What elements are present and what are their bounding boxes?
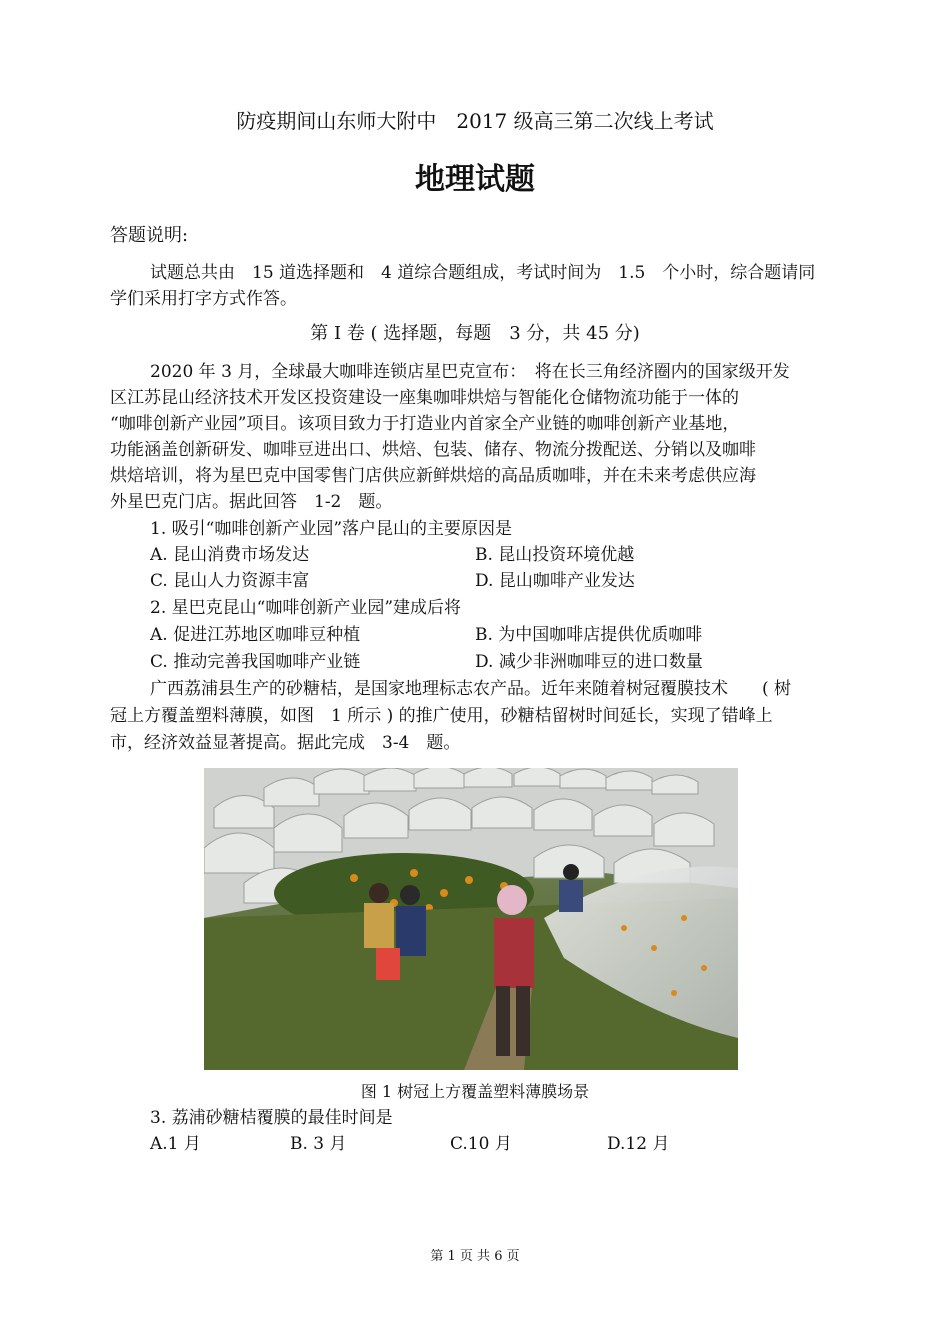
question-1-option-b[interactable]: B. 昆山投资环境优越 bbox=[475, 545, 635, 565]
question-3-stem: 3. 荔浦砂糖桔覆膜的最佳时间是 bbox=[150, 1108, 393, 1128]
instructions-line: 学们采用打字方式作答。 bbox=[110, 289, 297, 309]
question-3-option-d[interactable]: D.12 月 bbox=[607, 1134, 670, 1154]
question-2-option-b[interactable]: B. 为中国咖啡店提供优质咖啡 bbox=[475, 625, 703, 645]
passage-line: 功能涵盖创新研发、咖啡豆进出口、烘焙、包装、储存、物流分拨配送、分销以及咖啡 bbox=[110, 440, 756, 460]
orchard-photo bbox=[204, 768, 738, 1070]
page-title: 地理试题 bbox=[415, 162, 535, 197]
passage-line: 冠上方覆盖塑料薄膜，如图 1 所示 ) 的推广使用，砂糖桔留树时间延长，实现了错峰上 bbox=[110, 706, 773, 726]
passage-line: 烘焙培训，将为星巴克中国零售门店供应新鲜烘焙的高品质咖啡，并在未来考虑供应海 bbox=[110, 466, 756, 486]
question-3-option-a[interactable]: A.1 月 bbox=[150, 1134, 201, 1154]
passage-line: 外星巴克门店。据此回答 1-2 题。 bbox=[110, 492, 393, 512]
question-2-option-c[interactable]: C. 推动完善我国咖啡产业链 bbox=[150, 652, 361, 672]
question-3-option-b[interactable]: B. 3 月 bbox=[290, 1134, 347, 1154]
question-2-option-a[interactable]: A. 促进江苏地区咖啡豆种植 bbox=[150, 625, 361, 645]
section-heading: 第 I 卷 ( 选择题，每题 3 分，共 45 分) bbox=[310, 323, 640, 344]
passage-line: “咖啡创新产业园”项目。该项目致力于打造业内首家全产业链的咖啡创新产业基地， bbox=[110, 414, 740, 434]
question-1-stem: 1. 吸引“咖啡创新产业园”落户昆山的主要原因是 bbox=[150, 519, 513, 539]
passage-line: 区江苏昆山经济技术开发区投资建设一座集咖啡烘焙与智能化仓储物流功能于一体的 bbox=[110, 388, 739, 408]
question-2-stem: 2. 星巴克昆山“咖啡创新产业园”建成后将 bbox=[150, 598, 462, 618]
question-3-option-c[interactable]: C.10 月 bbox=[450, 1134, 512, 1154]
instructions-heading: 答题说明: bbox=[110, 225, 189, 246]
passage-line: 市，经济效益显著提高。据此完成 3-4 题。 bbox=[110, 733, 461, 753]
figure-caption: 图 1 树冠上方覆盖塑料薄膜场景 bbox=[360, 1082, 590, 1101]
question-1-option-d[interactable]: D. 昆山咖啡产业发达 bbox=[475, 571, 635, 591]
question-1-option-c[interactable]: C. 昆山人力资源丰富 bbox=[150, 571, 310, 591]
passage-line: 广西荔浦县生产的砂糖桔，是国家地理标志农产品。近年来随着树冠覆膜技术 ( 树 bbox=[150, 679, 792, 699]
orchard-photo-illustration bbox=[204, 768, 738, 1070]
page-number: 第 1 页 共 6 页 bbox=[430, 1249, 520, 1264]
question-2-option-d[interactable]: D. 减少非洲咖啡豆的进口数量 bbox=[475, 652, 703, 672]
passage-line: 2020 年 3 月，全球最大咖啡连锁店星巴克宣布： 将在长三角经济圈内的国家级开发 bbox=[150, 362, 790, 382]
instructions-line: 试题总共由 15 道选择题和 4 道综合题组成，考试时间为 1.5 个小时，综合题请同 bbox=[150, 263, 816, 283]
exam-header: 防疫期间山东师大附中 2017 级高三第二次线上考试 bbox=[236, 109, 714, 133]
question-1-option-a[interactable]: A. 昆山消费市场发达 bbox=[150, 545, 310, 565]
